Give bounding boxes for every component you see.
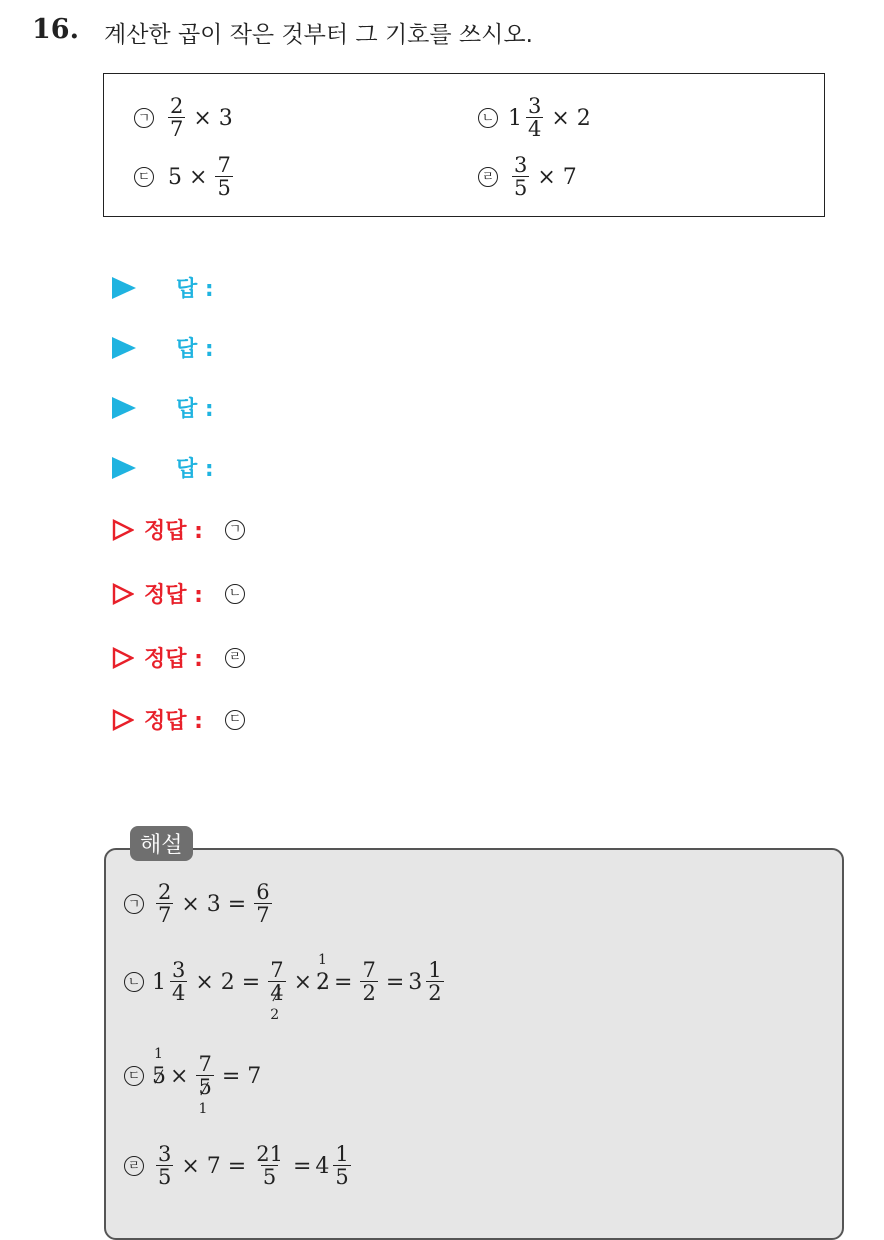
correct-answer-3 <box>112 642 255 673</box>
correct-mark: ㄷ <box>225 710 245 730</box>
answer-blank-2[interactable] <box>112 332 214 363</box>
correct-answer-1 <box>112 514 255 545</box>
solution-mark: ㄷ <box>124 1066 144 1086</box>
choice-c <box>134 155 237 199</box>
correct-label: 정답 : <box>144 583 203 608</box>
solution-line-b: ㄴ 1 $\frac{3}{4}$ × 2 = 7 4 2 × 2 1 = $\frac{7}{2}$ = 3 $\frac{1}{2}$ <box>124 960 448 1004</box>
answer-blank-4[interactable] <box>112 452 214 483</box>
play-arrow-icon <box>112 277 136 299</box>
play-arrow-icon <box>112 457 136 479</box>
solution-line-c: ㄷ 5 1 × 7 5 1 = 7 <box>124 1054 265 1098</box>
correct-mark: ㄴ <box>225 584 245 604</box>
solution-line-d: ㄹ $\frac{3}{5}$ × 7 = $\frac{21}{5}$ = 4 $\frac{1}{5}$ <box>124 1144 355 1188</box>
answer-blank-3[interactable] <box>112 392 214 423</box>
choice-d-operator: × 7 <box>537 164 577 190</box>
solution-mark: ㄹ <box>124 1156 144 1176</box>
choice-a-fraction: $\frac{2}{7}$ <box>170 94 184 141</box>
solution-mark: ㄴ <box>124 972 144 992</box>
outline-arrow-icon <box>112 647 134 669</box>
answer-label: 답 : <box>176 277 214 302</box>
correct-mark: ㄱ <box>225 520 245 540</box>
choice-a-operator: × 3 <box>193 105 233 131</box>
choice-b-fraction: $\frac{3}{4}$ <box>528 94 542 141</box>
choice-d-mark: ㄹ <box>478 167 498 187</box>
correct-answer-4 <box>112 704 255 735</box>
choice-b-operator: × 2 <box>551 105 591 131</box>
answer-blank-1[interactable] <box>112 272 214 303</box>
choice-a-mark: ㄱ <box>134 108 154 128</box>
solution-mark: ㄱ <box>124 894 144 914</box>
question-number: 16. <box>32 14 79 45</box>
answer-label: 답 : <box>176 337 214 362</box>
answer-label: 답 : <box>176 457 214 482</box>
correct-label: 정답 : <box>144 647 203 672</box>
choice-c-operator: 5 × <box>168 164 208 190</box>
choice-a <box>134 96 237 140</box>
choice-b <box>478 96 595 140</box>
play-arrow-icon <box>112 397 136 419</box>
answer-label: 답 : <box>176 397 214 422</box>
choice-c-mark: ㄷ <box>134 167 154 187</box>
correct-label: 정답 : <box>144 519 203 544</box>
choice-d-fraction: $\frac{3}{5}$ <box>514 153 528 200</box>
correct-answer-2 <box>112 578 255 609</box>
solution-line-a: ㄱ $\frac{2}{7}$ × 3 = $\frac{6}{7}$ <box>124 882 276 926</box>
play-arrow-icon <box>112 337 136 359</box>
choice-b-mark: ㄴ <box>478 108 498 128</box>
choice-d <box>478 155 581 199</box>
solution-tag: 해설 <box>130 826 193 861</box>
correct-label: 정답 : <box>144 709 203 734</box>
outline-arrow-icon <box>112 519 134 541</box>
correct-mark: ㄹ <box>225 648 245 668</box>
question-text: 계산한 곱이 작은 것부터 그 기호를 쓰시오. <box>104 22 533 48</box>
outline-arrow-icon <box>112 583 134 605</box>
outline-arrow-icon <box>112 709 134 731</box>
choice-b-whole: 1 <box>508 105 522 131</box>
choice-c-fraction: $\frac{7}{5}$ <box>217 153 231 200</box>
